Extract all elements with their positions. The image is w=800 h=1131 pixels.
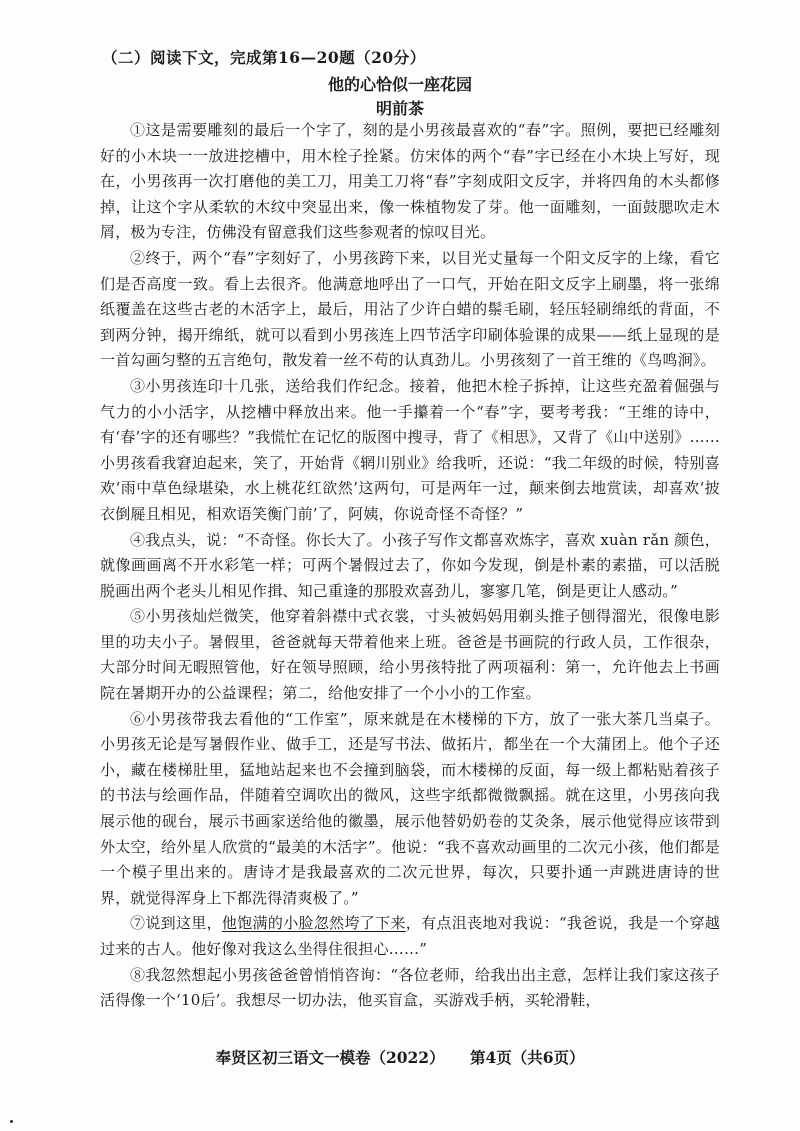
- footer-exam-name: 奉贤区初三语文一模卷（2022）: [215, 1048, 445, 1067]
- page-footer: [0, 1046, 800, 1068]
- paragraph-4: ④我点头，说：“不奇怪。你长大了。小孩子写作文都喜欢炼字，喜欢 xuàn rǎn 颜色，就像画画离不开水彩笔一样；可两个暑假过去了，你如今发现，倒是朴素的素描，可以活脱脱画出两个老头儿相见作揖、知己重逢的那股欢喜劲儿，寥寥几笔，倒是更让人感动。”: [100, 530, 720, 600]
- paragraph-5: ⑤小男孩灿烂微笑，他穿着斜襟中式衣裳，寸头被妈妈用剃头推子刨得溜光，很像电影里的功夫小子。暑假里，爸爸就每天带着他来上班。爸爸是书画院的行政人员，工作很杂，大部分时间无暇照管他，好在领导照顾，给小男孩特批了两项福利：第一，允许他去上书画院在暑期开办的公益课程；第二，给他安排了一个小小的工作室。: [100, 607, 720, 703]
- underlined-sentence: 他饱满的小脸忽然垮了下来: [221, 914, 406, 933]
- paragraph-1: ①这是需要雕刻的最后一个字了，刻的是小男孩最喜欢的“春”字。照例，要把已经雕刻好的小木块一一放进挖槽中，用木栓子拴紧。仿宋体的两个“春”字已经在小木块上写好，现在，小男孩再一次打磨他的美工刀，用美工刀将“春”字刻成阳文反字，并将四角的木头都修掉，让这个字从柔软的木纹中突显出来，像一株植物发了芽。他一面雕刻，一面鼓腮吹走木屑，极为专注，仿佛没有留意我们这些参观者的惊叹目光。: [100, 121, 720, 242]
- article-author: 明前茶: [375, 99, 424, 118]
- paragraph-8: ⑧我忽然想起小男孩爸爸曾悄悄咨询：“各位老师，给我出出主意，怎样让我们家这孩子活得像一个‘10后’。我想尽一切办法，他买盲盒，买游戏手柄，买轮滑鞋，: [100, 965, 720, 1010]
- paragraph-2: ②终于，两个“春”字刻好了，小男孩跨下来，以目光丈量每一个阳文反字的上缘，看它们是否高度一致。看上去很齐。他满意地呼出了一口气，开始在阳文反字上刷墨，将一张绵纸覆盖在这些古老的木活字上，最后，用沾了少许白蜡的鬃毛刷，轻压轻刷绵纸的背面，不到两分钟，揭开绵纸，就可以看到小男孩连上四节活字印刷体验课的成果——纸上显现的是一首勾画匀整的五言绝句，散发着一丝不苟的认真劲儿。小男孩刻了一首王维的《鸟鸣涧》。: [100, 248, 720, 370]
- paragraph-3: ③小男孩连印十几张，送给我们作纪念。接着，他把木栓子拆掉，让这些充盈着倔强与气力的小小活字，从挖槽中释放出来。他一手攥着一个“春”字，要考考我：“王维的诗中，有‘春’字的还有哪些？”我慌忙在记忆的版图中搜寻，背了《相思》，又背了《山中送别》……小男孩看我窘迫起来，笑了，开始背《辋川别业》给我听，还说：“我二年级的时候，特别喜欢‘雨中草色绿堪染，水上桃花红欲然’这两句，可是两年一过，颠来倒去地赏读，却喜欢‘披衣倒屣且相见，相欢语笑衡门前’了，阿姨，你说奇怪不奇怪？”: [100, 376, 720, 523]
- article-title: 他的心恰似一座花园: [327, 75, 472, 94]
- section-heading: （二）阅读下文，完成第16—20题（20分）: [102, 48, 426, 67]
- footer-page-number: 第4页（共6页）: [469, 1048, 585, 1067]
- scan-speck: [10, 1120, 13, 1123]
- article-body: [100, 118, 720, 1014]
- paragraph-7: [100, 911, 720, 962]
- paragraph-6: ⑥小男孩带我去看他的“工作室”，原来就是在木楼梯的下方，放了一张大茶几当桌子。小男孩无论是写暑假作业、做手工，还是写书法、做拓片，都坐在一个大蒲团上。他个子还小，藏在楼梯肚里，猛地站起来也不会撞到脑袋，而木楼梯的反面，每一级上都粘贴着孩子的书法与绘画作品，伴随着空调吹出的微风，这些字纸都微微飘摇。就在这里，小男孩向我展示他的砚台，展示书画家送给他的徽墨，展示他替奶奶卷的艾灸条，展示他觉得应该带到外太空，给外星人欣赏的“最美的木活字”。他说：“我不喜欢动画里的二次元小孩，他们都是一个模子里出来的。唐诗才是我最喜欢的二次元世界，每次，只要扑通一声跳进唐诗的世界，就觉得浑身上下都洗得清爽极了。”: [100, 709, 720, 907]
- paragraph-7-rest: ，有点沮丧地对我说：“我爸说，我是一个穿越过来的古人。他好像对我这么坐得住很担心……”: [100, 914, 720, 958]
- paragraph-7-lead: ⑦说到这里，: [130, 914, 222, 933]
